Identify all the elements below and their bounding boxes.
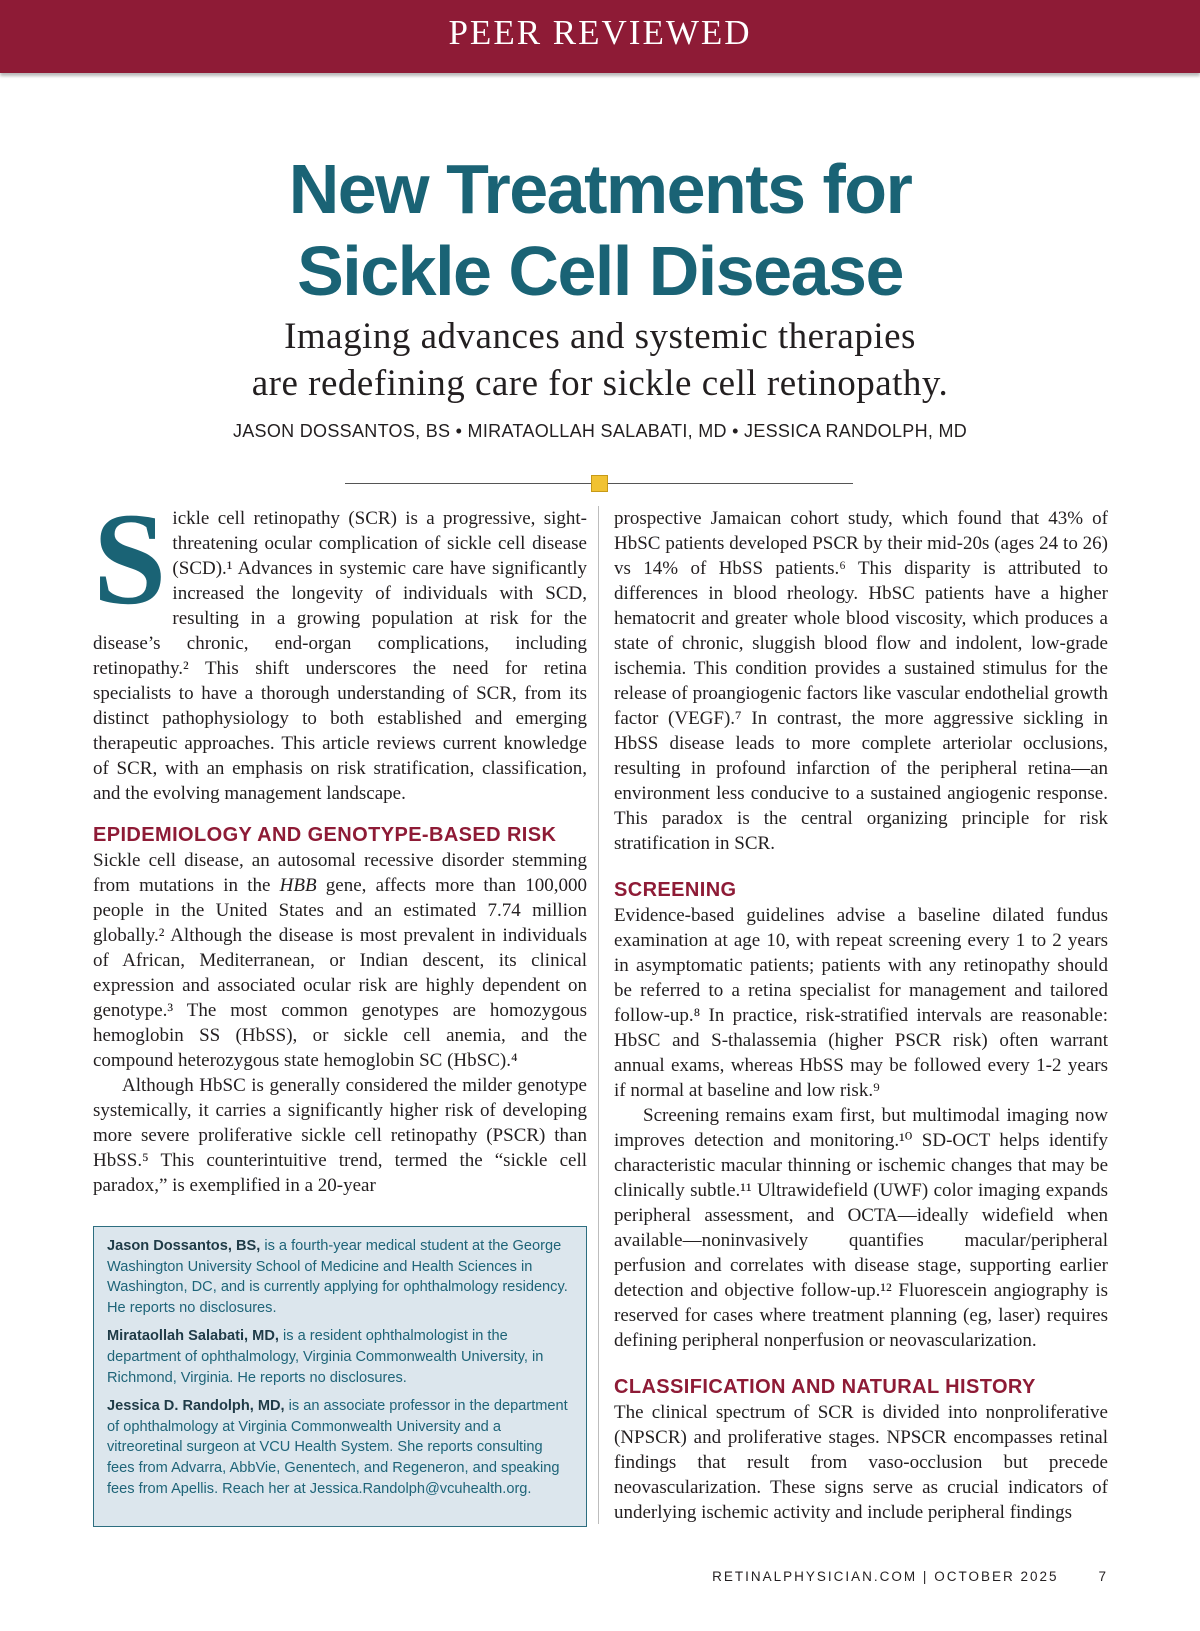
subtitle-line-1: Imaging advances and systemic therapies [284, 316, 916, 357]
screening-paragraph-1: Evidence-based guidelines advise a baseline dilated fundus examination at age 10, with repeat screening every 1 to 2 years in asymptomatic patients; patients with any retinopathy should be referred to a retina specialist for management and tailored follow-up.⁸ In practice, risk-stratified intervals are reasonable: HbSC and S-thalassemia (higher PSCR risk) often warrant annual exams, whereas HbSS may be followed every 1-2 years if normal at baseline and low risk.⁹ [614, 905, 1108, 1101]
paradox-paragraph: prospective Jamaican cohort study, which found that 43% of HbSC patients developed PSCR by their mid-20s (ages 24 to 26) vs 14% of HbSS patients.⁶ This disparity is attributed to differences in blood rheology. HbSC patients have a higher hematocrit and greater whole blood viscosity, which produces a state of chronic, sluggish blood flow and indolent, low-grade ischemia. This condition provides a sustained stimulus for the release of proangiogenic factors like vascular endothelial growth factor (VEGF).⁷ In contrast, the more aggressive sickling in HbSS disease leads to more complete arteriolar occlusions, resulting in profound infarction of the peripheral retina—an environment less conducive to a sustained angiogenic response. This paradox is the central organizing principle for risk stratification in SCR. [614, 508, 1108, 854]
banner-label: PEER REVIEWED [448, 13, 752, 52]
page-number: 7 [1098, 1569, 1108, 1584]
subtitle-line-2: are redefining care for sickle cell retinopathy. [251, 363, 949, 404]
author-bios-box [93, 1226, 587, 1527]
bio-dossantos-name: Jason Dossantos, BS, [107, 1238, 261, 1254]
page-footer [700, 1569, 1108, 1584]
epi-text-b: gene, affects more than 100,000 people in the United States and an estimated 7.74 million globally.² Although the disease is most prevalent in individuals of African, Mediterranean, or Indian descent, its clinical expression and associated ocular risk are highly dependent on genotype.³ The most common genotypes are homozygous hemoglobin SS (HbSS), or sickle cell anemia, and the compound heterozygous state hemoglobin SC (HbSC).⁴ [93, 875, 587, 1071]
screening-paragraph-2: Screening remains exam first, but multimodal imaging now improves detection and monitoring.¹⁰ SD-OCT helps identify characteristic macular thinning or ischemic changes that may be clinically subtle.¹¹ Ultrawidefield (UWF) color imaging expands peripheral assessment, and OCTA—ideally widefield when available—noninvasively quantifies macular/peripheral perfusion and correlates with disease stage, supporting earlier detection and objective follow-up.¹² Fluorescein angiography is reserved for cases where treatment planning (eg, laser) requires defining peripheral nonperfusion or neovascularization. [614, 1105, 1108, 1351]
classification-paragraph-1: The clinical spectrum of SCR is divided into nonproliferative (NPSCR) and proliferative stages. NPSCR encompasses retinal findings that result from vaso-occlusion but precede neovascularization. These signs serve as crucial indicators of underlying ischemic activity and include peripheral findings [614, 1402, 1108, 1523]
title-line-2: Sickle Cell Disease [297, 232, 903, 310]
article-subtitle [0, 313, 1200, 407]
peer-reviewed-banner [0, 0, 1200, 73]
epidemiology-paragraph-2: Although HbSC is generally considered the milder genotype systemically, it carries a significantly higher risk of developing more severe proliferative sickle cell retinopathy (PSCR) than HbSS.⁵ This counterintuitive trend, termed the “sickle cell paradox,” is exemplified in a 20-year [93, 1075, 587, 1196]
author-byline: JASON DOSSANTOS, BS • MIRATAOLLAH SALABATI, MD • JESSICA RANDOLPH, MD [232, 421, 968, 441]
bio-salabati [107, 1326, 573, 1388]
right-column [614, 506, 1108, 1525]
screening-heading: SCREENING [614, 879, 737, 901]
classification-heading: CLASSIFICATION AND NATURAL HISTORY [614, 1376, 1036, 1398]
left-column [93, 485, 587, 1198]
bio-dossantos-text: is a fourth-year medical student at the George Washington University School of Medicine and Health Sciences in Washington, DC, and is currently applying for ophthalmology residency. He reports no disclosures. [107, 1238, 568, 1316]
bio-dossantos [107, 1236, 573, 1318]
bio-randolph-name: Jessica D. Randolph, MD, [107, 1398, 285, 1415]
bio-randolph [107, 1396, 573, 1499]
gene-name: HBB [279, 875, 317, 896]
footer-site: RETINALPHYSICIAN.COM | OCTOBER 2025 [712, 1569, 1059, 1584]
title-line-1: New Treatments for [288, 150, 912, 228]
epidemiology-heading: EPIDEMIOLOGY AND GENOTYPE-BASED RISK [93, 824, 557, 846]
bio-randolph-text: is an associate professor in the department of ophthalmology at Virginia Commonwealth University and a vitreoretinal surgeon at VCU Health System. She reports consulting fees from Advarra, AbbVie, Genentech, and Regeneron, and speaking fees from Apellis. Reach her at Jessica.Randolph@vcuhealth.org. [107, 1398, 568, 1497]
epi-text-a: Sickle cell disease, an autosomal recessive disorder stemming from mutations in the [93, 850, 587, 896]
bio-salabati-text: is a resident ophthalmologist in the department of ophthalmology, Virginia Commonwealth University, in Richmond, Virginia. He reports no disclosures. [107, 1328, 544, 1386]
article-title [0, 148, 1200, 312]
column-rule [598, 506, 599, 1524]
intro-text: ickle cell retinopathy (SCR) is a progressive, sight-threatening ocular complication of sickle cell disease (SCD).¹ Advances in systemic care have significantly increased the longevity of individuals with SCD, resulting in a growing population at risk for the disease’s chronic, end-organ complications, including retinopathy.² This shift underscores the need for retina specialists to have a thorough understanding of SCR, from its distinct pathophysiology to both established and emerging therapeutic approaches. This article reviews current knowledge of SCR, with an emphasis on risk stratification, classification, and the evolving management landscape. [93, 508, 587, 804]
divider-square-icon [591, 475, 608, 492]
drop-cap: S [93, 485, 167, 632]
bio-salabati-name: Mirataollah Salabati, MD, [107, 1328, 279, 1345]
epidemiology-paragraph-1 [93, 848, 587, 1073]
divider-ornament [345, 474, 853, 494]
intro-paragraph [93, 485, 587, 806]
